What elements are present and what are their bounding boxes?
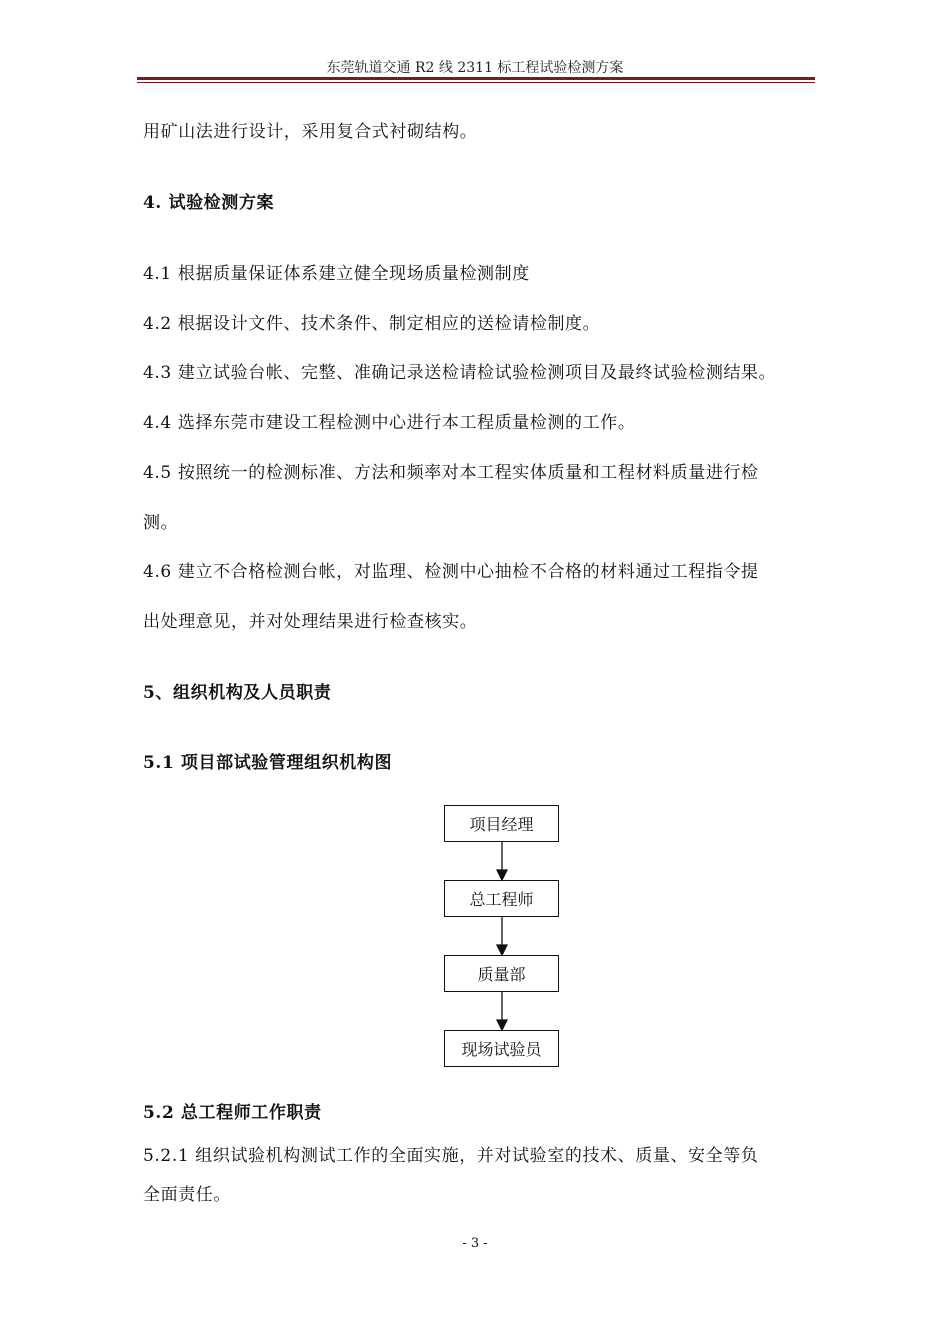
section-heading-5: 5、组织机构及人员职责 [143,683,332,703]
section-heading-5-2: 5.2 总工程师工作职责 [143,1103,322,1123]
paragraph-4-5-line2: 测。 [143,513,179,533]
paragraph-4-6-line1: 4.6 建立不合格检测台帐，对监理、检测中心抽检不合格的材料通过工程指令提 [143,562,759,582]
paragraph-5-2-1-line2: 全面责任。 [143,1185,231,1205]
paragraph-4-5-line1: 4.5 按照统一的检测标准、方法和频率对本工程实体质量和工程材料质量进行检 [143,463,759,483]
section-heading-5-1: 5.1 项目部试验管理组织机构图 [143,753,393,773]
header-title: 东莞轨道交通 R2 线 2311 标工程试验检测方案 [326,60,624,76]
paragraph-4-2: 4.2 根据设计文件、技术条件、制定相应的送检请检制度。 [143,314,601,334]
section-heading-4: 4. 试验检测方案 [143,193,275,213]
org-node-chief-engineer: 总工程师 [444,880,559,917]
org-node-quality-dept: 质量部 [444,955,559,992]
paragraph-4-4: 4.4 选择东莞市建设工程检测中心进行本工程质量检测的工作。 [143,413,636,433]
paragraph-continuation: 用矿山法进行设计，采用复合式衬砌结构。 [143,122,478,142]
org-node-field-tester: 现场试验员 [444,1030,559,1067]
paragraph-5-2-1-line1: 5.2.1 组织试验机构测试工作的全面实施，并对试验室的技术、质量、安全等负 [143,1146,759,1166]
paragraph-4-6-line2: 出处理意见，并对处理结果进行检查核实。 [143,612,478,632]
page-number: - 3 - [462,1236,488,1251]
paragraph-4-3: 4.3 建立试验台帐、完整、准确记录送检请检试验检测项目及最终试验检测结果。 [143,363,777,383]
org-node-project-manager: 项目经理 [444,805,559,842]
paragraph-4-1: 4.1 根据质量保证体系建立健全现场质量检测制度 [143,264,530,284]
